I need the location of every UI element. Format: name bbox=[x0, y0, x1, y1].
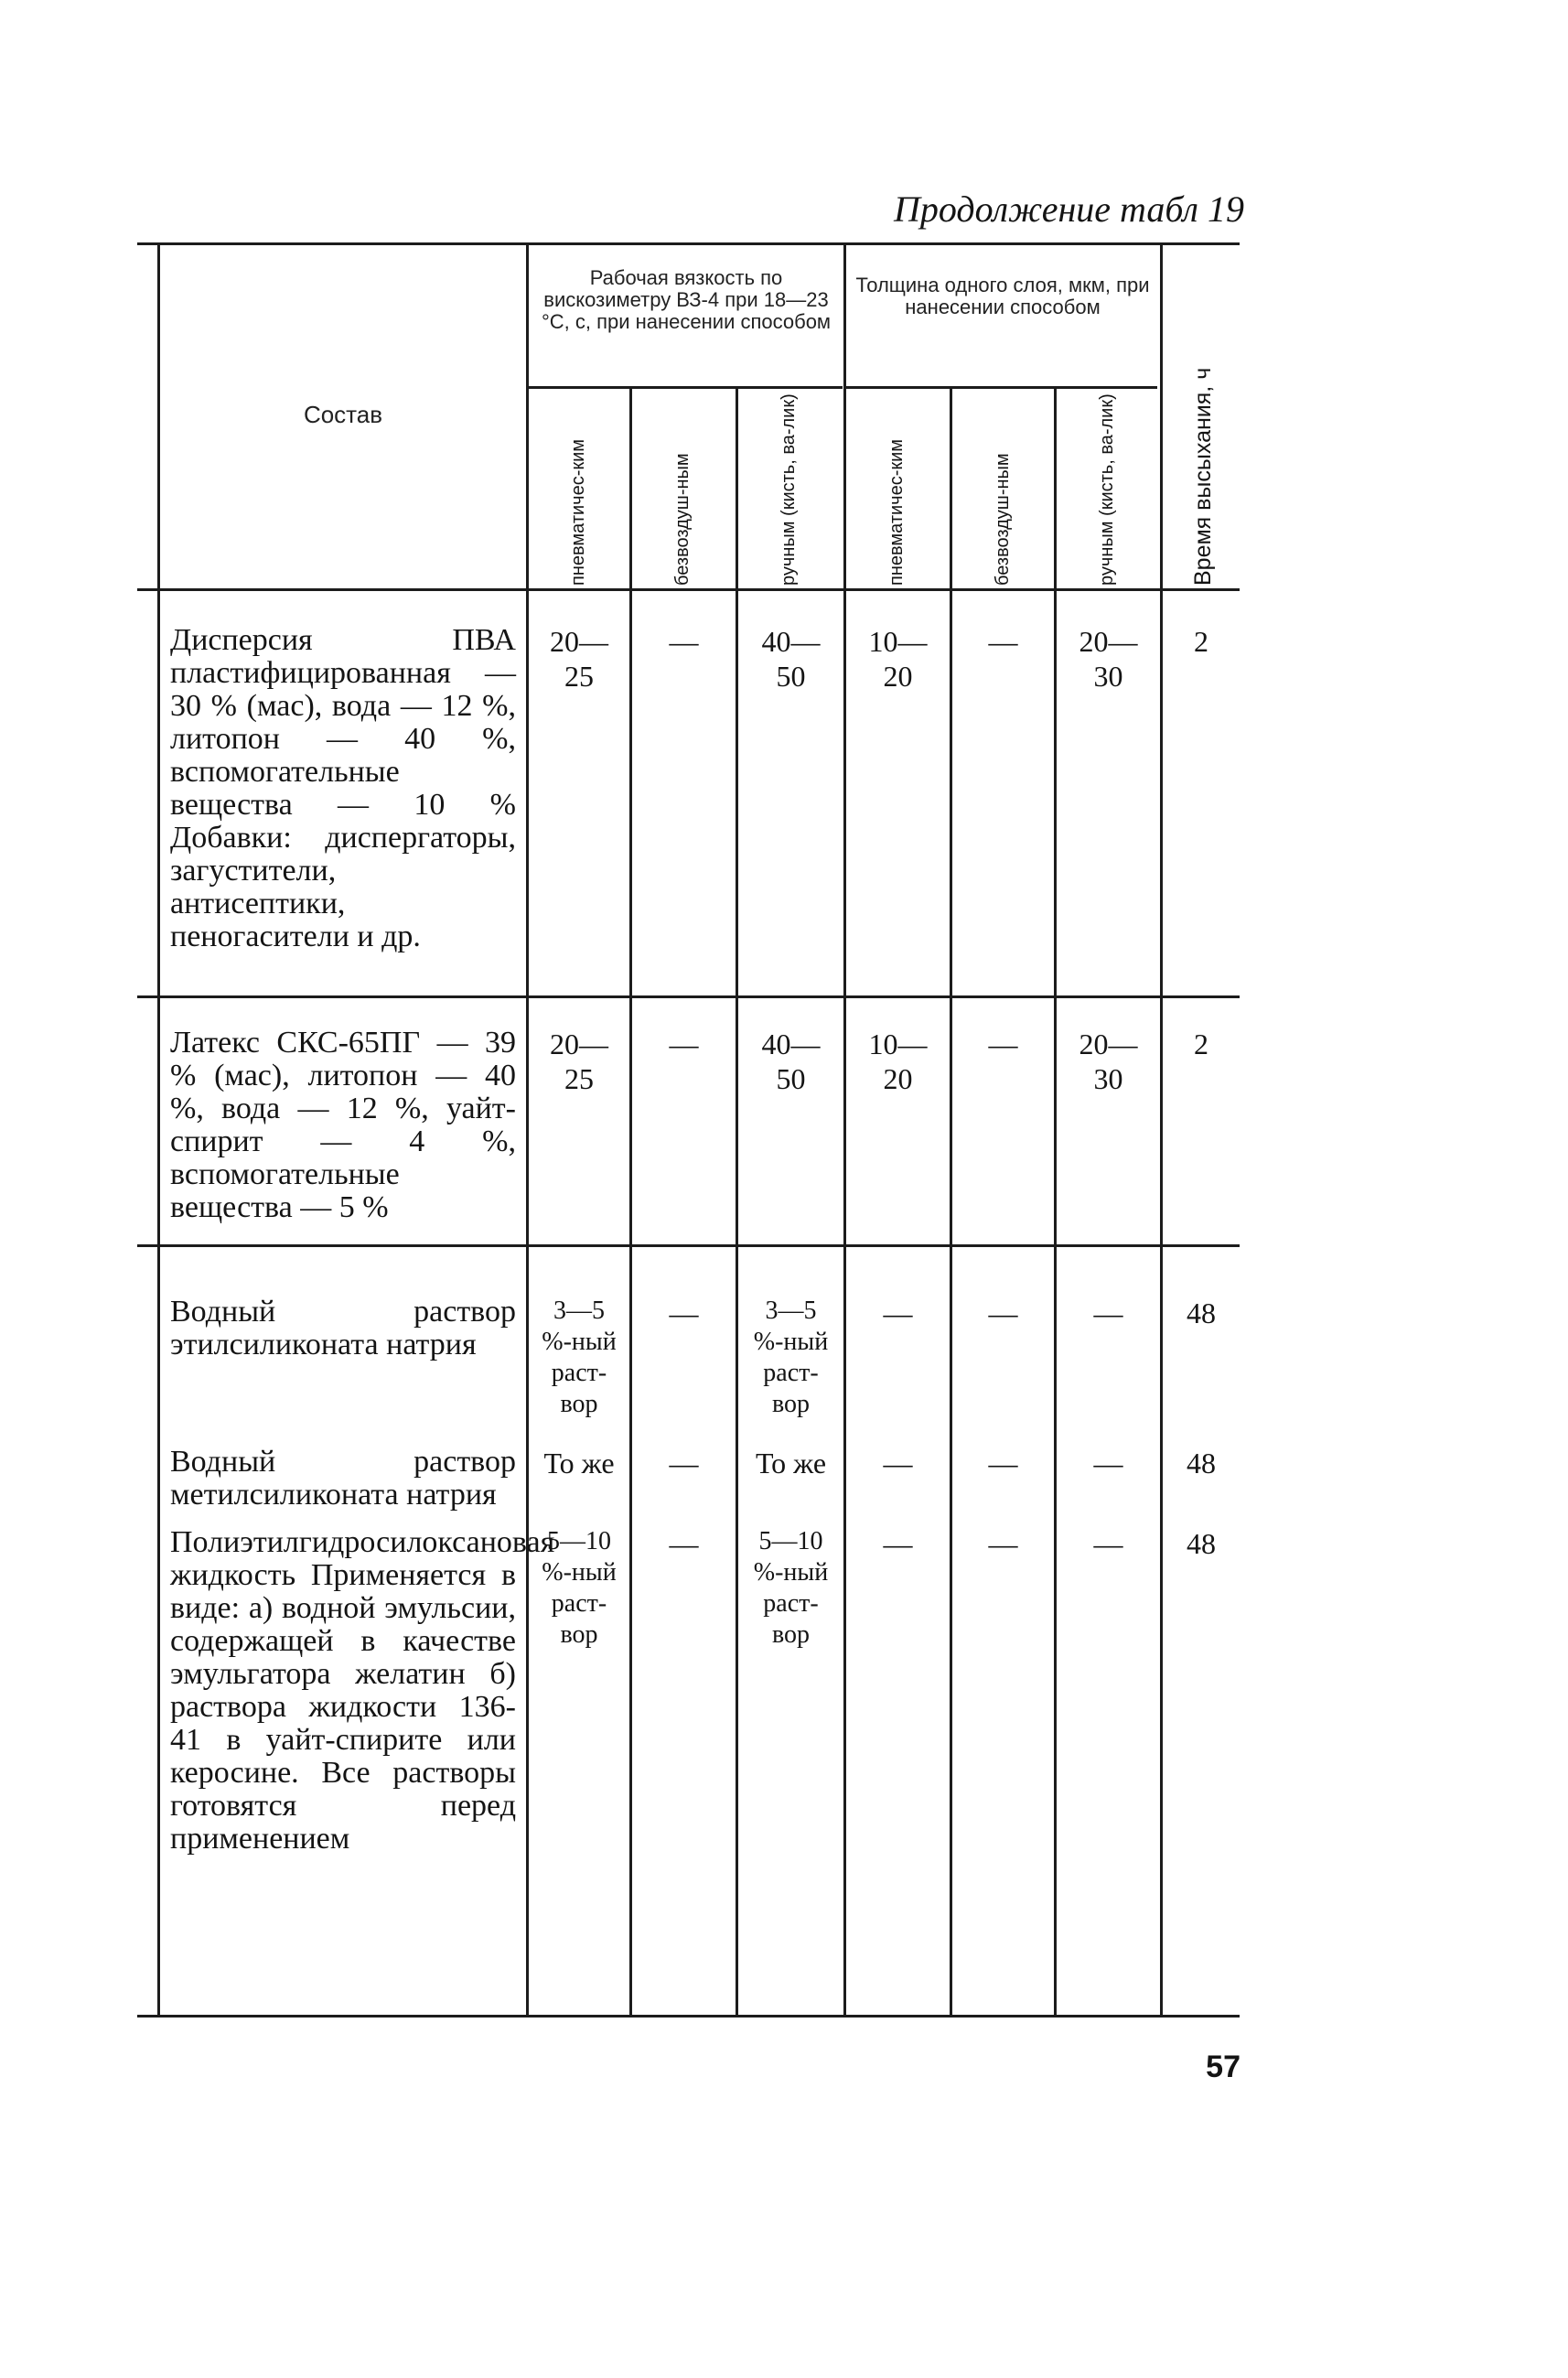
drying-time-cell: 48 bbox=[1187, 1297, 1216, 1329]
thickness-pneumatic-cell: — bbox=[883, 1527, 913, 1560]
thickness-manual-cell: — bbox=[1093, 1527, 1123, 1560]
method-header-airless: безвоздуш-ным bbox=[672, 453, 693, 586]
viscosity-group-header: Рабочая вязкость по вискозиметру ВЗ-4 при 18—23 °С, с, при нанесении способом bbox=[541, 266, 832, 333]
thickness-manual-cell: — bbox=[1093, 1297, 1123, 1329]
thickness-manual-cell: — bbox=[1093, 1447, 1123, 1480]
viscosity-airless-cell: — bbox=[669, 1447, 699, 1480]
viscosity-airless-cell: — bbox=[669, 1527, 699, 1560]
row-separator-1 bbox=[137, 995, 1240, 998]
table-bottom-rule bbox=[137, 2015, 1240, 2018]
viscosity-pneumatic-cell: То же bbox=[543, 1447, 615, 1480]
thickness-pneumatic-cell: 10— 20 bbox=[868, 1028, 928, 1095]
header-bottom-rule bbox=[137, 588, 1240, 591]
table-top-rule bbox=[137, 242, 1240, 245]
thickness-pneumatic-cell: — bbox=[883, 1447, 913, 1480]
drying-time-cell: 2 bbox=[1194, 1028, 1208, 1060]
viscosity-airless-cell: — bbox=[669, 625, 699, 658]
method-header-pneumatic: пневматичес-ким bbox=[568, 438, 588, 586]
composition-cell: Водный раствор метилсиликоната натрия bbox=[170, 1445, 516, 1512]
table-caption: Продолжение табл 19 bbox=[893, 188, 1244, 230]
thickness-manual-cell: 20— 30 bbox=[1079, 625, 1138, 693]
viscosity-airless-cell: — bbox=[669, 1297, 699, 1329]
thickness-manual-cell: 20— 30 bbox=[1079, 1028, 1138, 1095]
drying-time-cell: 2 bbox=[1194, 625, 1208, 658]
viscosity-manual-cell: То же bbox=[755, 1447, 827, 1480]
drying-time-header: Время высыхания, ч bbox=[1190, 367, 1216, 586]
method-header-pneumatic: пневматичес-ким bbox=[886, 438, 907, 586]
thickness-pneumatic-cell: — bbox=[883, 1297, 913, 1329]
viscosity-airless-cell: — bbox=[669, 1028, 699, 1060]
drying-time-cell: 48 bbox=[1187, 1527, 1216, 1560]
composition-header: Состав bbox=[303, 401, 383, 428]
thickness-airless-cell: — bbox=[988, 625, 1018, 658]
row-separator-2 bbox=[137, 1244, 1240, 1247]
thickness-airless-cell: — bbox=[988, 1447, 1018, 1480]
composition-cell: Полиэтилгидросилоксановая жидкость Применяется в виде: а) водной эмульсии, содержащей в качестве эмульгатора желатин б) раствора жидкости 136-41 в уайт-спирите или керосине. Все растворы готовятся перед применением bbox=[170, 1525, 555, 1856]
thickness-airless-cell: — bbox=[988, 1028, 1018, 1060]
method-header-airless: безвоздуш-ным bbox=[993, 453, 1013, 586]
viscosity-pneumatic-cell: 20— 25 bbox=[550, 1028, 608, 1095]
viscosity-manual-cell: 40— 50 bbox=[761, 1028, 821, 1095]
viscosity-pneumatic-cell: 20— 25 bbox=[550, 625, 608, 693]
viscosity-pneumatic-cell: 3—5 %-ный раст- вор bbox=[542, 1297, 617, 1418]
page-number: 57 bbox=[1206, 2050, 1240, 2084]
composition-cell: Водный раствор этилсиликоната натрия bbox=[170, 1295, 516, 1361]
composition-cell: Дисперсия ПВА пластифицированная — 30 % (мас), вода — 12 %, литопон — 40 %, вспомогательные вещества — 10 % Добавки: диспергаторы, загустители, антисептики, пеногасители и др. bbox=[170, 623, 516, 953]
drying-time-cell: 48 bbox=[1187, 1447, 1216, 1480]
column-divider bbox=[1160, 242, 1163, 2015]
thickness-pneumatic-cell: 10— 20 bbox=[868, 625, 928, 693]
viscosity-manual-cell: 3—5 %-ный раст- вор bbox=[753, 1297, 829, 1418]
column-divider bbox=[157, 242, 160, 2015]
thickness-group-header: Толщина одного слоя, мкм, при нанесении способом bbox=[855, 274, 1150, 318]
column-divider bbox=[843, 242, 846, 2015]
viscosity-manual-cell: 40— 50 bbox=[761, 625, 821, 693]
thickness-airless-cell: — bbox=[988, 1297, 1018, 1329]
thickness-airless-cell: — bbox=[988, 1527, 1018, 1560]
viscosity-pneumatic-cell: 5—10 %-ный раст- вор bbox=[542, 1527, 617, 1649]
method-header-manual: ручным (кисть, ва-лик) bbox=[1097, 393, 1117, 586]
column-divider bbox=[526, 242, 529, 2015]
composition-cell: Латекс СКС-65ПГ — 39 % (мас), литопон — 40 %, вода — 12 %, уайт-спирит — 4 %, вспомогательные вещества — 5 % bbox=[170, 1026, 516, 1224]
viscosity-manual-cell: 5—10 %-ный раст- вор bbox=[753, 1527, 829, 1649]
method-header-manual: ручным (кисть, ва-лик) bbox=[779, 393, 799, 586]
